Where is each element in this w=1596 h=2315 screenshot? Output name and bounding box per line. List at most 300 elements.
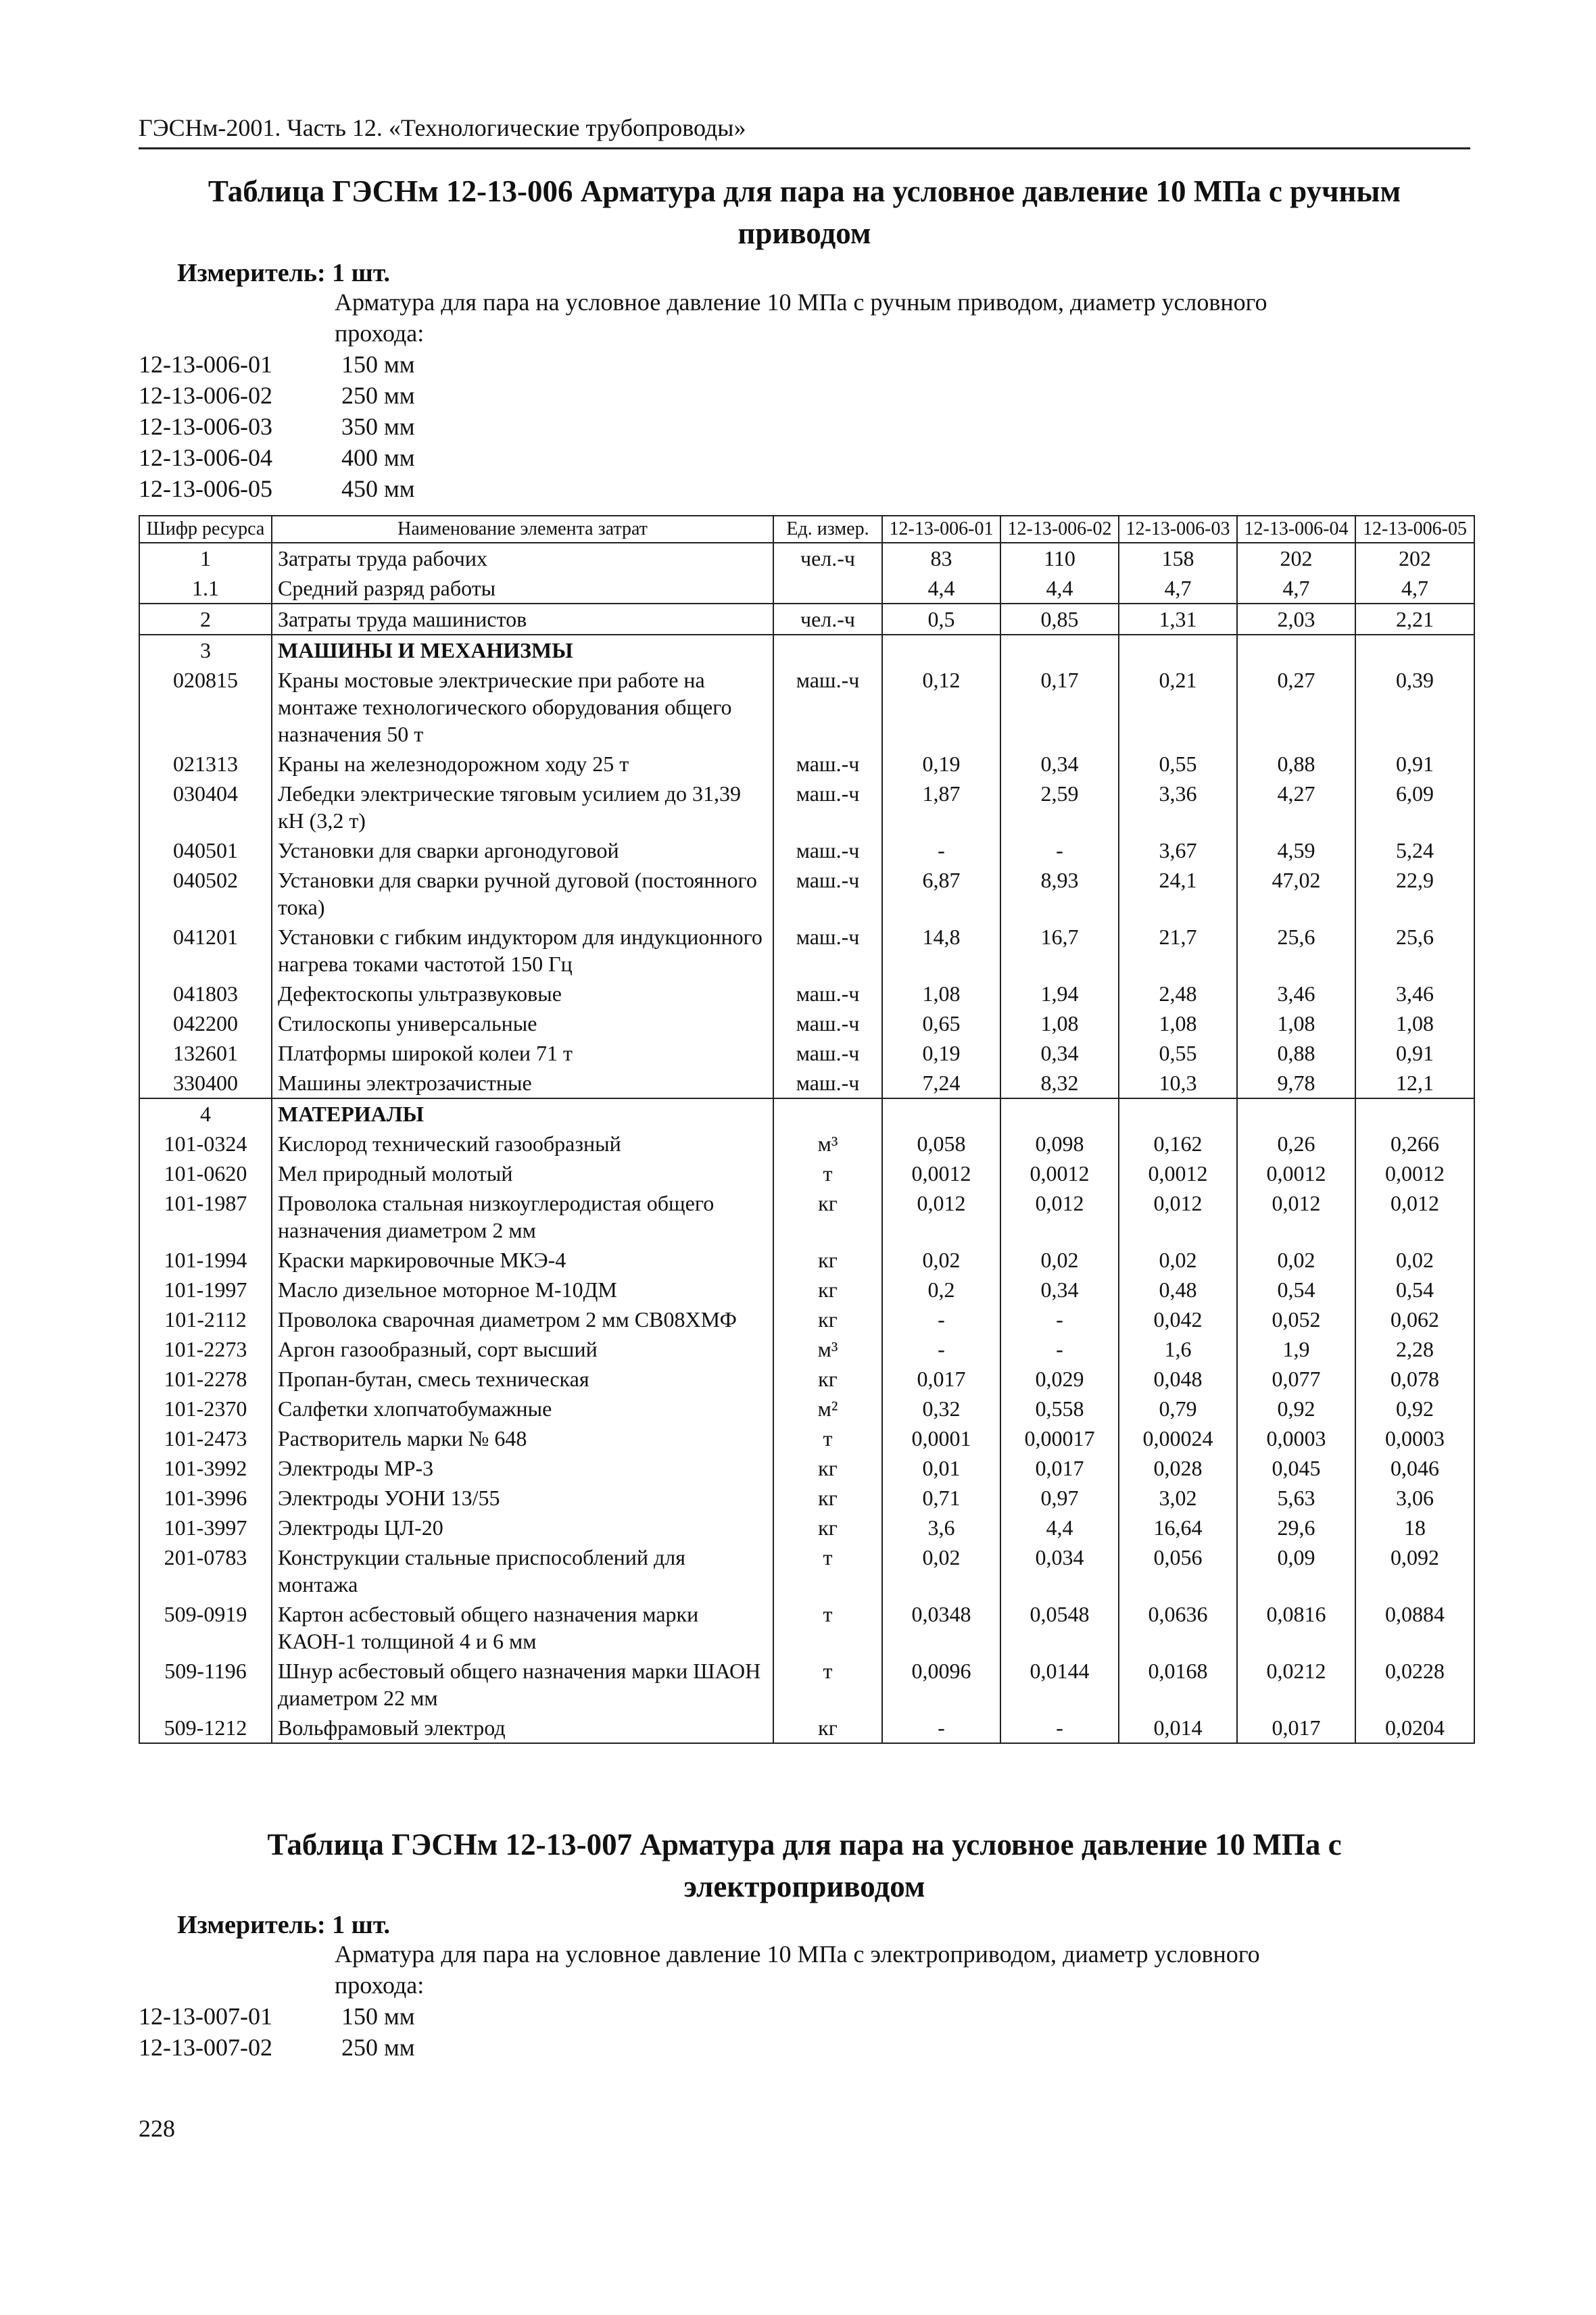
- cell-value: 0,092: [1355, 1542, 1474, 1599]
- resource-code: 12-13-007-01: [139, 2003, 272, 2030]
- cell-value: 0,098: [1000, 1129, 1119, 1159]
- cell-value: 0,028: [1119, 1453, 1237, 1483]
- cell-value: 1,6: [1119, 1334, 1237, 1364]
- header-name: Наименование элемента затрат: [272, 516, 773, 543]
- cell-value: 5,63: [1237, 1483, 1355, 1513]
- cell-value: 0,91: [1355, 1038, 1474, 1068]
- cell-value: 6,09: [1355, 779, 1474, 835]
- cell-name: Электроды УОНИ 13/55: [272, 1483, 773, 1513]
- cell-value: 0,00024: [1119, 1423, 1237, 1453]
- cell-value: 0,162: [1119, 1129, 1237, 1159]
- cell-unit: кг: [773, 1305, 882, 1334]
- cell-value: 3,46: [1355, 979, 1474, 1008]
- cell-value: 0,2: [882, 1275, 1000, 1305]
- cell-value: 0,54: [1237, 1275, 1355, 1305]
- cell-name: Затраты труда рабочих: [272, 543, 773, 573]
- table-row: [139, 1513, 1474, 1542]
- cell-value: 0,078: [1355, 1364, 1474, 1394]
- cell-unit: [773, 635, 882, 665]
- cell-value: 4,4: [882, 573, 1000, 604]
- cell-value: 0,02: [1237, 1245, 1355, 1275]
- cell-value: 14,8: [882, 922, 1000, 979]
- cell-name: Пропан-бутан, смесь техническая: [272, 1364, 773, 1394]
- cell-unit: маш.-ч: [773, 749, 882, 779]
- cell-code: 101-1997: [139, 1275, 272, 1305]
- cell-unit: м²: [773, 1394, 882, 1423]
- cell-value: 8,93: [1000, 865, 1119, 922]
- table-row: [139, 1275, 1474, 1305]
- header-code: Шифр ресурса: [139, 516, 272, 543]
- cell-unit: кг: [773, 1188, 882, 1245]
- cell-value: 110: [1000, 543, 1119, 573]
- cell-unit: кг: [773, 1483, 882, 1513]
- cell-value: 0,5: [882, 604, 1000, 635]
- cell-value: 0,55: [1119, 1038, 1237, 1068]
- cell-code: 041201: [139, 922, 272, 979]
- code-list-item: [139, 442, 415, 473]
- cell-code: 1.1: [139, 573, 272, 604]
- cell-value: 3,36: [1119, 779, 1237, 835]
- page-number: 228: [139, 2115, 175, 2142]
- cell-code: 021313: [139, 749, 272, 779]
- resource-code: 12-13-006-03: [139, 413, 272, 440]
- cell-name: Электроды ЦЛ-20: [272, 1513, 773, 1542]
- cell-code: 509-0919: [139, 1599, 272, 1656]
- cell-value: -: [1000, 1713, 1119, 1743]
- cell-name: Платформы широкой колеи 71 т: [272, 1038, 773, 1068]
- cell-value: 0,0012: [1000, 1159, 1119, 1188]
- cell-unit: [773, 1098, 882, 1129]
- cell-value: 29,6: [1237, 1513, 1355, 1542]
- cell-name: Масло дизельное моторное М-10ДМ: [272, 1275, 773, 1305]
- table1-title: [139, 170, 1470, 254]
- cell-value: [1237, 1098, 1355, 1129]
- cell-value: 4,27: [1237, 779, 1355, 835]
- cell-value: 1,31: [1119, 604, 1237, 635]
- cell-value: 8,32: [1000, 1068, 1119, 1098]
- nominal-diameter: 400 мм: [341, 444, 415, 471]
- cell-name: Проволока стальная низкоуглеродистая общего назначения диаметром 2 мм: [272, 1188, 773, 1245]
- norm-table: [139, 515, 1475, 1744]
- cell-code: 101-0620: [139, 1159, 272, 1188]
- cell-code: 042200: [139, 1008, 272, 1038]
- cell-value: 2,21: [1355, 604, 1474, 635]
- table-row: [139, 1334, 1474, 1364]
- cell-value: 202: [1355, 543, 1474, 573]
- table-row: [139, 749, 1474, 779]
- header-col-1: 12-13-006-01: [882, 516, 1000, 543]
- cell-unit: кг: [773, 1513, 882, 1542]
- cell-value: 0,34: [1000, 749, 1119, 779]
- nominal-diameter: 350 мм: [341, 413, 415, 440]
- table-row: [139, 835, 1474, 865]
- nominal-diameter: 150 мм: [341, 2003, 415, 2030]
- cell-unit: маш.-ч: [773, 835, 882, 865]
- cell-value: 0,048: [1119, 1364, 1237, 1394]
- cell-unit: т: [773, 1423, 882, 1453]
- cell-value: 3,02: [1119, 1483, 1237, 1513]
- table2-code-list: [139, 2001, 415, 2063]
- cell-unit: т: [773, 1542, 882, 1599]
- cell-value: 0,034: [1000, 1542, 1119, 1599]
- cell-value: 3,06: [1355, 1483, 1474, 1513]
- cell-code: 201-0783: [139, 1542, 272, 1599]
- cell-value: 0,97: [1000, 1483, 1119, 1513]
- cell-value: 0,0001: [882, 1423, 1000, 1453]
- cell-code: 101-3996: [139, 1483, 272, 1513]
- cell-value: 0,056: [1119, 1542, 1237, 1599]
- cell-value: 0,02: [1355, 1245, 1474, 1275]
- cell-value: [1000, 635, 1119, 665]
- cell-value: 1,08: [1355, 1008, 1474, 1038]
- cell-unit: маш.-ч: [773, 779, 882, 835]
- resource-code: 12-13-006-02: [139, 382, 272, 409]
- cell-value: 0,014: [1119, 1713, 1237, 1743]
- cell-unit: кг: [773, 1713, 882, 1743]
- cell-value: 1,08: [882, 979, 1000, 1008]
- cell-code: 132601: [139, 1038, 272, 1068]
- cell-value: 0,058: [882, 1129, 1000, 1159]
- cell-value: [1119, 1098, 1237, 1129]
- cell-name: Стилоскопы универсальные: [272, 1008, 773, 1038]
- cell-name: Проволока сварочная диаметром 2 мм СВ08ХМФ: [272, 1305, 773, 1334]
- cell-value: 0,19: [882, 1038, 1000, 1068]
- cell-value: 0,26: [1237, 1129, 1355, 1159]
- cell-value: 24,1: [1119, 865, 1237, 922]
- cell-value: 0,92: [1355, 1394, 1474, 1423]
- table2-intro: [335, 1939, 1450, 2001]
- cell-unit: т: [773, 1599, 882, 1656]
- cell-value: 0,88: [1237, 749, 1355, 779]
- table-header-row: [139, 516, 1474, 543]
- cell-value: 0,0012: [1355, 1159, 1474, 1188]
- cell-value: -: [1000, 1305, 1119, 1334]
- cell-code: 101-3997: [139, 1513, 272, 1542]
- cell-value: 0,65: [882, 1008, 1000, 1038]
- cell-code: 3: [139, 635, 272, 665]
- table1-intro-line2: прохода:: [335, 320, 425, 347]
- cell-unit: кг: [773, 1245, 882, 1275]
- cell-value: 4,7: [1119, 573, 1237, 604]
- cell-value: 0,48: [1119, 1275, 1237, 1305]
- cell-value: 0,012: [1119, 1188, 1237, 1245]
- cell-value: 83: [882, 543, 1000, 573]
- cell-value: 0,19: [882, 749, 1000, 779]
- table-row: [139, 779, 1474, 835]
- table1-intro-line1: Арматура для пара на условное давление 10 МПа с ручным приводом, диаметр условного: [335, 289, 1267, 316]
- cell-value: 0,0012: [1237, 1159, 1355, 1188]
- cell-value: 0,0168: [1119, 1656, 1237, 1713]
- table-row: [139, 1364, 1474, 1394]
- cell-value: 0,558: [1000, 1394, 1119, 1423]
- cell-value: 0,55: [1119, 749, 1237, 779]
- cell-value: 2,59: [1000, 779, 1119, 835]
- cell-value: 0,0636: [1119, 1599, 1237, 1656]
- cell-value: 0,017: [882, 1364, 1000, 1394]
- cell-code: 020815: [139, 665, 272, 749]
- cell-name: Мел природный молотый: [272, 1159, 773, 1188]
- nominal-diameter: 250 мм: [341, 2034, 415, 2061]
- table2-title-line2: электроприводом: [683, 1870, 925, 1903]
- running-head: ГЭСНм-2001. Часть 12. «Технологические трубопроводы»: [139, 114, 1470, 149]
- cell-name: Салфетки хлопчатобумажные: [272, 1394, 773, 1423]
- code-list-item: [139, 349, 415, 380]
- header-col-3: 12-13-006-03: [1119, 516, 1237, 543]
- table-row: [139, 1453, 1474, 1483]
- table-row: [139, 1599, 1474, 1656]
- cell-value: [1000, 1098, 1119, 1129]
- table-row: [139, 635, 1474, 665]
- cell-code: 040502: [139, 865, 272, 922]
- cell-value: 0,0816: [1237, 1599, 1355, 1656]
- cell-value: 0,01: [882, 1453, 1000, 1483]
- cell-unit: чел.-ч: [773, 604, 882, 635]
- cell-value: 1,94: [1000, 979, 1119, 1008]
- cell-value: 0,91: [1355, 749, 1474, 779]
- cell-value: 0,012: [1000, 1188, 1119, 1245]
- header-col-5: 12-13-006-05: [1355, 516, 1474, 543]
- cell-value: 3,46: [1237, 979, 1355, 1008]
- cell-value: 4,59: [1237, 835, 1355, 865]
- code-list-item: [139, 2001, 415, 2032]
- cell-value: 2,28: [1355, 1334, 1474, 1364]
- nominal-diameter: 250 мм: [341, 382, 415, 409]
- cell-unit: маш.-ч: [773, 979, 882, 1008]
- cell-name: Краны мостовые электрические при работе на монтаже технологического оборудования общего назначения 50 т: [272, 665, 773, 749]
- cell-value: 0,85: [1000, 604, 1119, 635]
- cell-value: 25,6: [1237, 922, 1355, 979]
- cell-value: 0,017: [1237, 1713, 1355, 1743]
- cell-code: 2: [139, 604, 272, 635]
- cell-name: Машины электрозачистные: [272, 1068, 773, 1098]
- resource-code: 12-13-006-04: [139, 444, 272, 471]
- header-col-2: 12-13-006-02: [1000, 516, 1119, 543]
- cell-name: Затраты труда машинистов: [272, 604, 773, 635]
- cell-value: -: [882, 1713, 1000, 1743]
- cell-code: 101-2112: [139, 1305, 272, 1334]
- cell-code: 040501: [139, 835, 272, 865]
- cell-code: 101-2370: [139, 1394, 272, 1423]
- cell-unit: маш.-ч: [773, 1038, 882, 1068]
- cell-value: 0,0003: [1355, 1423, 1474, 1453]
- cell-value: 47,02: [1237, 865, 1355, 922]
- code-list-item: [139, 2032, 415, 2063]
- cell-value: 0,042: [1119, 1305, 1237, 1334]
- cell-value: -: [882, 1305, 1000, 1334]
- code-list-item: [139, 411, 415, 442]
- cell-value: 0,0003: [1237, 1423, 1355, 1453]
- cell-value: 25,6: [1355, 922, 1474, 979]
- cell-name: Дефектоскопы ультразвуковые: [272, 979, 773, 1008]
- table-row: [139, 1129, 1474, 1159]
- cell-value: 0,0548: [1000, 1599, 1119, 1656]
- cell-name: МАШИНЫ И МЕХАНИЗМЫ: [272, 635, 773, 665]
- table1-code-list: [139, 349, 415, 504]
- cell-value: [882, 1098, 1000, 1129]
- table-row: [139, 1305, 1474, 1334]
- cell-value: -: [882, 1334, 1000, 1364]
- cell-name: Установки для сварки ручной дуговой (постоянного тока): [272, 865, 773, 922]
- cell-value: 0,062: [1355, 1305, 1474, 1334]
- cell-value: 16,64: [1119, 1513, 1237, 1542]
- cell-code: 101-2278: [139, 1364, 272, 1394]
- cell-name: Краски маркировочные МКЭ-4: [272, 1245, 773, 1275]
- cell-value: 1,87: [882, 779, 1000, 835]
- cell-value: 1,9: [1237, 1334, 1355, 1364]
- cell-value: 12,1: [1355, 1068, 1474, 1098]
- cell-unit: маш.-ч: [773, 1068, 882, 1098]
- cell-name: Установки с гибким индуктором для индукционного нагрева токами частотой 150 Гц: [272, 922, 773, 979]
- table-row: [139, 1008, 1474, 1038]
- cell-name: Аргон газообразный, сорт высший: [272, 1334, 773, 1364]
- table2-title: [139, 1824, 1470, 1907]
- table-row: [139, 1068, 1474, 1098]
- cell-value: 6,87: [882, 865, 1000, 922]
- cell-code: 030404: [139, 779, 272, 835]
- table-row: [139, 1656, 1474, 1713]
- cell-value: 202: [1237, 543, 1355, 573]
- cell-value: 0,266: [1355, 1129, 1474, 1159]
- table-row: [139, 543, 1474, 573]
- cell-value: 0,32: [882, 1394, 1000, 1423]
- cell-value: 0,052: [1237, 1305, 1355, 1334]
- cell-unit: чел.-ч: [773, 543, 882, 573]
- header-col-4: 12-13-006-04: [1237, 516, 1355, 543]
- cell-value: 0,0348: [882, 1599, 1000, 1656]
- table-row: [139, 604, 1474, 635]
- cell-code: 101-2273: [139, 1334, 272, 1364]
- table2-intro-line2: прохода:: [335, 1972, 425, 1999]
- cell-unit: м³: [773, 1129, 882, 1159]
- cell-value: 0,0096: [882, 1656, 1000, 1713]
- cell-value: 0,02: [882, 1542, 1000, 1599]
- table2-title-line1: Таблица ГЭСНм 12-13-007 Арматура для пара на условное давление 10 МПа с: [267, 1828, 1342, 1861]
- cell-value: 3,6: [882, 1513, 1000, 1542]
- cell-value: 0,54: [1355, 1275, 1474, 1305]
- cell-value: [882, 635, 1000, 665]
- table-row: [139, 1483, 1474, 1513]
- table-row: [139, 1542, 1474, 1599]
- table-row: [139, 1713, 1474, 1743]
- cell-name: Лебедки электрические тяговым усилием до 31,39 кН (3,2 т): [272, 779, 773, 835]
- cell-name: Вольфрамовый электрод: [272, 1713, 773, 1743]
- cell-value: -: [1000, 835, 1119, 865]
- cell-value: 9,78: [1237, 1068, 1355, 1098]
- cell-value: 22,9: [1355, 865, 1474, 922]
- cell-value: -: [1000, 1334, 1119, 1364]
- cell-value: 0,34: [1000, 1275, 1119, 1305]
- cell-value: 0,21: [1119, 665, 1237, 749]
- cell-value: 0,012: [1237, 1188, 1355, 1245]
- cell-code: 101-2473: [139, 1423, 272, 1453]
- code-list-item: [139, 380, 415, 411]
- table-row: [139, 665, 1474, 749]
- cell-value: 0,00017: [1000, 1423, 1119, 1453]
- table2-measure: Измеритель: 1 шт.: [177, 1911, 391, 1939]
- cell-value: 0,02: [1119, 1245, 1237, 1275]
- table1-measure: Измеритель: 1 шт.: [177, 259, 391, 287]
- cell-value: 1,08: [1237, 1008, 1355, 1038]
- table-row: [139, 1423, 1474, 1453]
- cell-name: Установки для сварки аргонодуговой: [272, 835, 773, 865]
- cell-unit: маш.-ч: [773, 1008, 882, 1038]
- cell-value: 4,7: [1237, 573, 1355, 604]
- cell-value: 0,88: [1237, 1038, 1355, 1068]
- cell-unit: кг: [773, 1453, 882, 1483]
- table-row: [139, 1394, 1474, 1423]
- cell-value: 0,0204: [1355, 1713, 1474, 1743]
- cell-value: [1237, 635, 1355, 665]
- cell-value: 2,48: [1119, 979, 1237, 1008]
- table-row: [139, 1098, 1474, 1129]
- cell-value: 5,24: [1355, 835, 1474, 865]
- cell-code: 101-3992: [139, 1453, 272, 1483]
- cell-value: 4,4: [1000, 573, 1119, 604]
- cell-unit: т: [773, 1656, 882, 1713]
- cell-value: 158: [1119, 543, 1237, 573]
- table-row: [139, 865, 1474, 922]
- cell-code: 101-1987: [139, 1188, 272, 1245]
- cell-name: Электроды МР-3: [272, 1453, 773, 1483]
- cell-value: 0,02: [1000, 1245, 1119, 1275]
- cell-unit: маш.-ч: [773, 665, 882, 749]
- cell-code: 041803: [139, 979, 272, 1008]
- cell-value: -: [882, 835, 1000, 865]
- cell-code: 330400: [139, 1068, 272, 1098]
- cell-value: 0,012: [882, 1188, 1000, 1245]
- nominal-diameter: 450 мм: [341, 475, 415, 502]
- cell-unit: [773, 573, 882, 604]
- cell-value: 1,08: [1119, 1008, 1237, 1038]
- cell-value: 0,0212: [1237, 1656, 1355, 1713]
- cell-value: 4,4: [1000, 1513, 1119, 1542]
- cell-code: 1: [139, 543, 272, 573]
- cell-value: 0,0012: [882, 1159, 1000, 1188]
- resource-code: 12-13-006-01: [139, 351, 272, 378]
- cell-name: МАТЕРИАЛЫ: [272, 1098, 773, 1129]
- cell-name: Средний разряд работы: [272, 573, 773, 604]
- cell-value: 16,7: [1000, 922, 1119, 979]
- cell-unit: маш.-ч: [773, 865, 882, 922]
- cell-unit: кг: [773, 1275, 882, 1305]
- cell-code: 509-1196: [139, 1656, 272, 1713]
- nominal-diameter: 150 мм: [341, 351, 415, 378]
- cell-code: 509-1212: [139, 1713, 272, 1743]
- cell-value: 0,017: [1000, 1453, 1119, 1483]
- cell-value: 0,71: [882, 1483, 1000, 1513]
- cell-name: Шнур асбестовый общего назначения марки ШАОН диаметром 22 мм: [272, 1656, 773, 1713]
- cell-unit: т: [773, 1159, 882, 1188]
- table-row: [139, 1038, 1474, 1068]
- header-unit: Ед. измер.: [773, 516, 882, 543]
- cell-code: 4: [139, 1098, 272, 1129]
- cell-value: 0,92: [1237, 1394, 1355, 1423]
- cell-name: Краны на железнодорожном ходу 25 т: [272, 749, 773, 779]
- cell-value: 0,39: [1355, 665, 1474, 749]
- cell-code: 101-1994: [139, 1245, 272, 1275]
- cell-unit: м³: [773, 1334, 882, 1364]
- table-row: [139, 1245, 1474, 1275]
- cell-value: 0,27: [1237, 665, 1355, 749]
- cell-value: 0,045: [1237, 1453, 1355, 1483]
- code-list-item: [139, 473, 415, 504]
- cell-value: 4,7: [1355, 573, 1474, 604]
- table-row: [139, 922, 1474, 979]
- cell-name: Конструкции стальные приспособлений для монтажа: [272, 1542, 773, 1599]
- cell-value: 0,029: [1000, 1364, 1119, 1394]
- cell-value: 0,79: [1119, 1394, 1237, 1423]
- cell-name: Растворитель марки № 648: [272, 1423, 773, 1453]
